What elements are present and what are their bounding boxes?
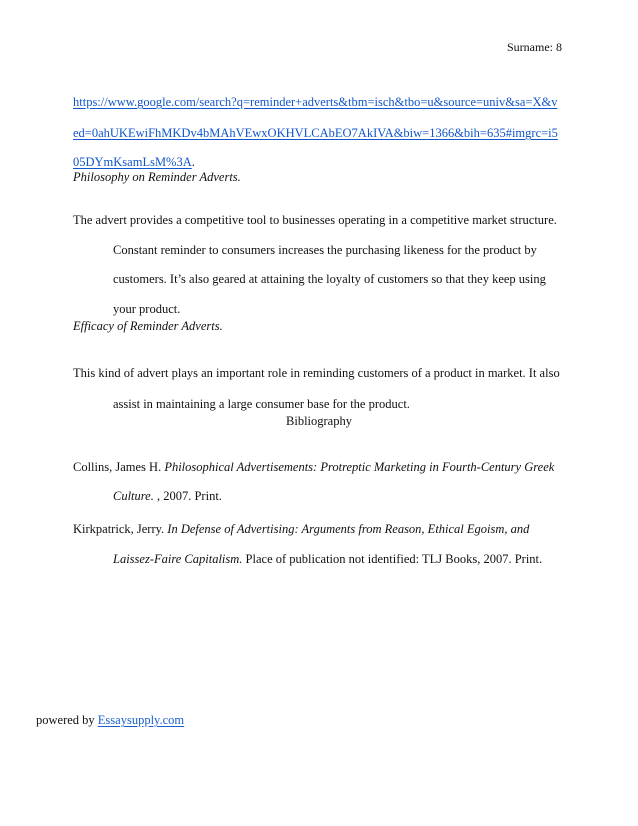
reference-url-link-part-1[interactable]: https://www.google.com/search?q=reminder+adverts&tbm=isch&tbo=u&source=univ&sa=X&v [73,95,558,109]
bibliography-entry-2-publication: Place of publication not identified: TLJ Books, 2007. Print. [242,552,543,566]
bibliography-entry-1-line-2 [113,489,222,504]
bibliography-entry-2-title-cont: Laissez-Faire Capitalism. [113,552,243,566]
bibliography-title: Bibliography [286,414,352,428]
reference-url-link-part-2[interactable]: ed=0ahUKEwiFhMKDv4bMAhVEwxOKHVLCAbEO7AkIVA&biw=1366&bih=635#imgrc=i5 [73,126,558,140]
section-heading-philosophy: Philosophy on Reminder Adverts. [73,170,241,184]
philosophy-paragraph-line-3: customers. It’s also geared at attaining the loyalty of customers so that they keep using [113,272,546,286]
philosophy-paragraph-line-1: The advert provides a competitive tool to businesses operating in a competitive market structure. [73,213,557,227]
reference-url-line-1 [73,95,557,110]
essaysupply-link[interactable]: Essaysupply.com [97,713,185,727]
efficacy-paragraph-line-2: assist in maintaining a large consumer base for the product. [113,397,410,411]
efficacy-paragraph-line-1: This kind of advert plays an important role in reminding customers of a product in market. It also [73,366,560,380]
reference-url-line-2 [73,126,558,141]
bibliography-entry-2-title: In Defense of Advertising: Arguments from Reason, Ethical Egoism, and [167,522,530,536]
bibliography-entry-1-publication: , 2007. Print. [153,489,222,503]
powered-by-footer [36,713,184,728]
page-header-surname: Surname: 8 [507,40,562,54]
philosophy-paragraph-line-2: Constant reminder to consumers increases the purchasing likeness for the product by [113,243,537,257]
bibliography-entry-1-line-1 [73,460,554,475]
reference-url-link-part-3[interactable]: 05DYmKsamLsM%3A [73,155,192,169]
bibliography-entry-1-title-cont: Culture. [113,489,154,503]
reference-url-line-3 [73,155,195,170]
powered-by-label: powered by [36,713,98,727]
bibliography-entry-2-line-2 [113,552,542,567]
bibliography-entry-1-author: Collins, James H. [73,460,165,474]
bibliography-entry-1-title: Philosophical Advertisements: Protreptic Marketing in Fourth-Century Greek [164,460,555,474]
bibliography-entry-2-line-1 [73,522,529,537]
section-heading-efficacy: Efficacy of Reminder Adverts. [73,319,223,333]
reference-url-period: . [191,155,195,169]
bibliography-entry-2-author: Kirkpatrick, Jerry. [73,522,168,536]
philosophy-paragraph-line-4: your product. [113,302,181,316]
